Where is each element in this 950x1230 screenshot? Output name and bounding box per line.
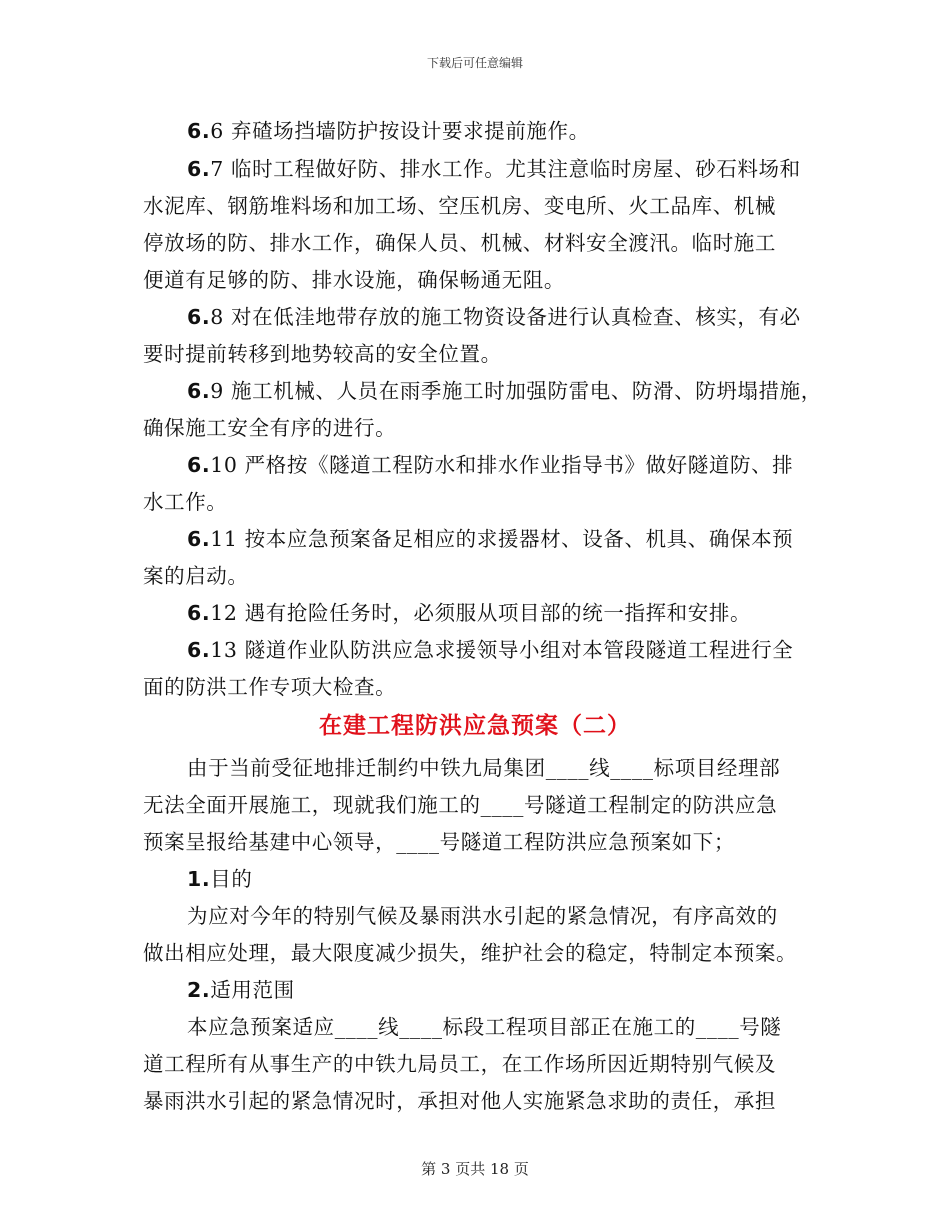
item-text: 13 隧道作业队防洪应急求援领导小组对本管段隧道工程进行全 bbox=[210, 638, 794, 662]
paragraph-line: 水工作。 bbox=[143, 490, 228, 514]
paragraph-line: 便道有足够的防、排水设施，确保畅通无阻。 bbox=[143, 268, 565, 292]
item-6-8 bbox=[187, 300, 801, 330]
item-6-9 bbox=[187, 374, 822, 404]
section-number: 2. bbox=[187, 978, 211, 1002]
item-6-12 bbox=[187, 596, 751, 626]
paragraph-line: 做出相应处理，最大限度减少损失，维护社会的稳定，特制定本预案。 bbox=[143, 941, 798, 965]
item-text: 12 遇有抢险任务时，必须服从项目部的统一指挥和安排。 bbox=[210, 601, 752, 625]
section-heading-text: 目的 bbox=[210, 867, 253, 891]
section-heading-purpose bbox=[187, 862, 252, 892]
item-number: 6. bbox=[187, 305, 211, 329]
paragraph-line: 停放场的防、排水工作，确保人员、机械、材料安全渡汛。临时施工 bbox=[143, 231, 776, 255]
item-number: 6. bbox=[187, 527, 211, 551]
item-number: 6. bbox=[187, 453, 211, 477]
paragraph-line: 案的启动。 bbox=[143, 564, 249, 588]
item-6-13 bbox=[187, 633, 793, 663]
item-number: 6. bbox=[187, 379, 211, 403]
paragraph-line: 面的防洪工作专项大检查。 bbox=[143, 675, 397, 699]
section-number: 1. bbox=[187, 867, 211, 891]
item-text: 7 临时工程做好防、排水工作。尤其注意临时房屋、砂石料场和 bbox=[210, 157, 801, 181]
item-text: 9 施工机械、人员在雨季施工时加强防雷电、防滑、防坍塌措施， bbox=[210, 379, 822, 403]
page-footer: 第 3 页共 18 页 bbox=[421, 1160, 529, 1178]
paragraph-line: 本应急预案适应____线____标段工程项目部正在施工的____号隧 bbox=[187, 1015, 782, 1039]
paragraph-line: 为应对今年的特别气候及暴雨洪水引起的紧急情况，有序高效的 bbox=[187, 904, 778, 928]
paragraph-line: 道工程所有从事生产的中铁九局员工，在工作场所因近期特别气候及 bbox=[143, 1052, 776, 1076]
page-header: 下载后可任意编辑 bbox=[426, 56, 523, 70]
item-text: 11 按本应急预案备足相应的求援器材、设备、机具、确保本预 bbox=[210, 527, 794, 551]
item-6-11 bbox=[187, 522, 793, 552]
section-heading-scope bbox=[187, 973, 295, 1003]
item-number: 6. bbox=[187, 157, 211, 181]
item-number: 6. bbox=[187, 638, 211, 662]
paragraph-line: 要时提前转移到地势较高的安全位置。 bbox=[143, 342, 502, 366]
item-6-7 bbox=[187, 152, 801, 182]
item-6-6 bbox=[187, 114, 590, 144]
section-heading-text: 适用范围 bbox=[210, 978, 295, 1002]
intro-line: 无法全面开展施工，现就我们施工的____号隧道工程制定的防洪应急 bbox=[143, 793, 778, 817]
intro-line: 由于当前受征地排迁制约中铁九局集团____线____标项目经理部 bbox=[187, 756, 781, 780]
paragraph-line: 确保施工安全有序的进行。 bbox=[143, 416, 397, 440]
item-text: 8 对在低洼地带存放的施工物资设备进行认真检查、核实，有必 bbox=[210, 305, 801, 329]
intro-line: 预案呈报给基建中心领导，____号隧道工程防洪应急预案如下； bbox=[143, 830, 735, 854]
document-title: 在建工程防洪应急预案（二） bbox=[319, 712, 631, 739]
item-text: 10 严格按《隧道工程防水和排水作业指导书》做好隧道防、排 bbox=[210, 453, 794, 477]
item-6-10 bbox=[187, 448, 793, 478]
item-number: 6. bbox=[187, 119, 211, 143]
item-number: 6. bbox=[187, 601, 211, 625]
paragraph-line: 水泥库、钢筋堆料场和加工场、空压机房、变电所、火工品库、机械 bbox=[143, 194, 776, 218]
item-text: 6 弃碴场挡墙防护按设计要求提前施作。 bbox=[210, 119, 590, 143]
paragraph-line: 暴雨洪水引起的紧急情况时，承担对他人实施紧急求助的责任，承担 bbox=[143, 1089, 776, 1113]
